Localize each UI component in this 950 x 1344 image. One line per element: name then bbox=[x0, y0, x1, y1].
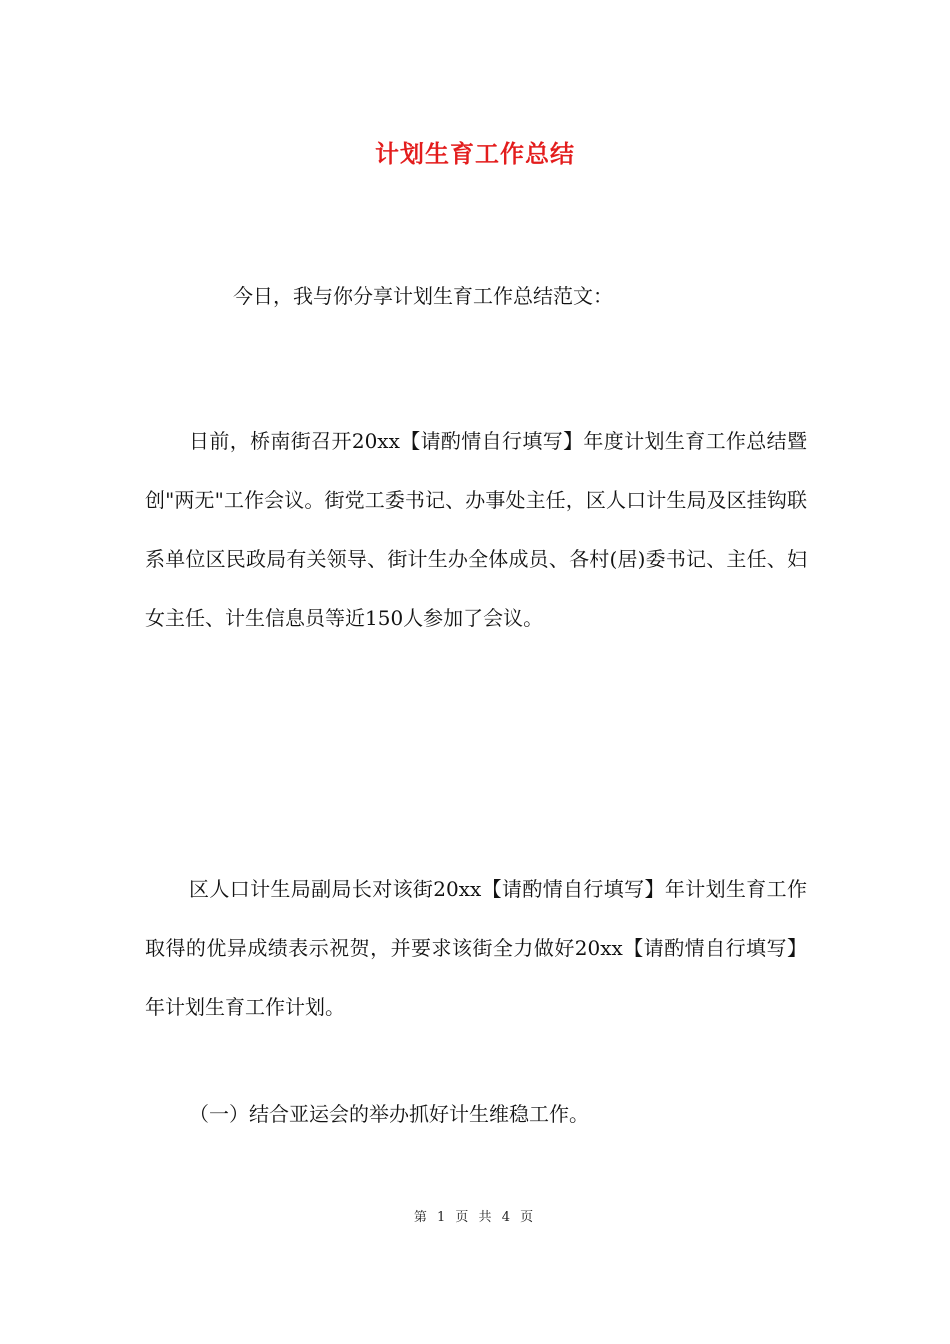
body-paragraph-2: 区人口计生局副局长对该街20xx【请酌情自行填写】年计划生育工作取得的优异成绩表示祝贺，并要求该街全力做好20xx【请酌情自行填写】年计划生育工作计划。 bbox=[145, 877, 807, 1019]
body-paragraph-1: 日前，桥南街召开20xx【请酌情自行填写】年度计划生育工作总结暨创"两无"工作会议。街党工委书记、办事处主任，区人口计生局及区挂钩联系单位区民政局有关领导、街计生办全体成员、各村(居)委书记、主任、妇女主任、计生信息员等近150人参加了会议。 bbox=[145, 429, 807, 630]
list-item-1: （一）结合亚运会的举办抓好计生维稳工作。 bbox=[189, 1102, 589, 1126]
page-number-footer: 第 1 页 共 4 页 bbox=[413, 1210, 537, 1225]
intro-paragraph: 今日，我与你分享计划生育工作总结范文： bbox=[233, 284, 613, 308]
document-title: 计划生育工作总结 bbox=[375, 140, 575, 168]
